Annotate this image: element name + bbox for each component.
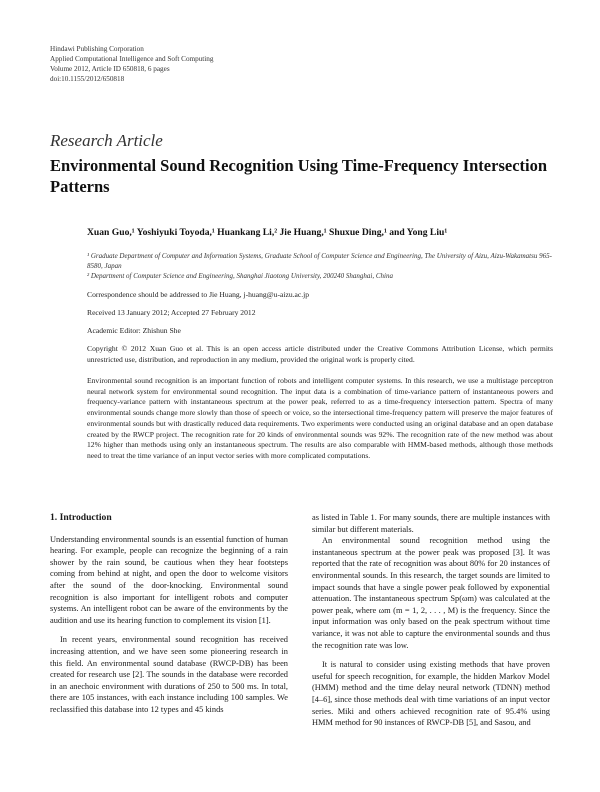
affiliation-2: ² Department of Computer Science and Engineering, Shanghai Jiaotong University, 200240 Shanghai, China [87, 272, 393, 280]
article-type: Research Article [50, 131, 163, 150]
left-column [50, 512, 288, 716]
section-heading: 1. Introduction [50, 512, 112, 523]
paragraph: An environmental sound recognition method using the instantaneous spectrum at the power peak was proposed [3]. It was reported that the rate of recognition was about 80% for 20 instances of environmental sounds. In this research, the target sounds are limited to impact sounds that have a single power peak followed by exponential attenuation. The instantaneous spectrum Sp(ωm) was calculated at the power peak, where ωm (m = 1, 2, . . . , M) is the frequency. Since the input information was only based on the peak spectrum without time variance, it was not able to capture the environmental sounds and thus the recognition rate was low. [312, 536, 550, 650]
paragraph: It is natural to consider using existing methods that have proven useful for speech recognition, for example, the hidden Markov Model (HMM) method and the time delay neural network (TDNN) method [4–6], since those methods deal with time variations of an input vector series. Miki and others achieved recognition rate of 95.4% using HMM method for 90 instances of RWCP-DB [5], and Sasou, and [312, 660, 550, 728]
dates: Received 13 January 2012; Accepted 27 February 2012 [87, 308, 256, 317]
publisher: Hindawi Publishing Corporation [50, 45, 144, 53]
abstract: Environmental sound recognition is an important function of robots and intelligent computer systems. In this research, we use a multistage perceptron neural network system for environmental sound recognition. The input data is a combination of time-variance pattern of instantaneous powers and frequency-variance pattern with instantaneous spectrum at the power peak, referred to as a time-frequency intersection pattern. Spectra of many environmental sounds change more slowly than those of speech or voice, so the intersectional time-frequency pattern will preserve the major features of environmental sounds but with drastically reduced data requirements. Two experiments were conducted using an original database and an open database created by the RWCP project. The recognition rate for 20 kinds of environmental sounds was 92%. The recognition rate of the new method was about 12% higher than methods using only an instantaneous spectrum. The results are also comparable with HMM-based methods, although those methods need to treat the time variance of an input vector series with more complicated computations. [87, 376, 553, 460]
volume-info: Volume 2012, Article ID 650818, 6 pages [50, 65, 170, 73]
paragraph: Understanding environmental sounds is an essential function of human hearing. For example, people can recognize the beginning of a rain shower by the rain sound, be cautious when they hear footsteps coming from behind at night, and open the door to welcome visitors after the sound of the door-knocking. Environmental sound recognition is also important for intelligent robots and computer systems. An intelligent robot can be aware of the environments by the audition and use its hearing function to complement its vision [1]. [50, 534, 288, 625]
affiliation-1: ¹ Graduate Department of Computer and Information Systems, Graduate School of Computer Science and Engineering, The University of Aizu, Aizu-Wakamatsu 965-8580, Japan [87, 252, 552, 270]
journal-header [50, 44, 214, 84]
academic-editor: Academic Editor: Zhishun She [87, 326, 181, 335]
affiliations [87, 251, 553, 281]
right-column [312, 512, 550, 729]
author-list: Xuan Guo,¹ Yoshiyuki Toyoda,¹ Huankang Li,² Jie Huang,¹ Shuxue Ding,¹ and Yong Liu¹ [87, 227, 448, 238]
doi: doi:10.1155/2012/650818 [50, 75, 125, 83]
journal-name: Applied Computational Intelligence and Soft Computing [50, 55, 214, 63]
paragraph-gap [50, 626, 288, 634]
paragraph: as listed in Table 1. For many sounds, there are multiple instances with similar but different materials. [312, 513, 550, 534]
correspondence: Correspondence should be addressed to Jie Huang, j-huang@u-aizu.ac.jp [87, 290, 310, 299]
paper-title: Environmental Sound Recognition Using Time-Frequency Intersection Patterns [50, 156, 548, 196]
copyright-notice: Copyright © 2012 Xuan Guo et al. This is an open access article distributed under the Creative Commons Attribution License, which permits unrestricted use, distribution, and reproduction in any medium, provided the original work is properly cited. [87, 344, 553, 364]
paragraph-gap [312, 651, 550, 659]
paragraph: In recent years, environmental sound recognition has received increasing attention, and we have seen some pioneering research in this field. An environmental sound database (RWCP-DB) has been created for research use [2]. The sounds in the database were recorded in an anechoic environment with durations of 250 to 500 ms. In total, there are 105 instances, with each instance including 100 samples. We reclassified this database into 12 types and 45 kinds [50, 635, 288, 714]
